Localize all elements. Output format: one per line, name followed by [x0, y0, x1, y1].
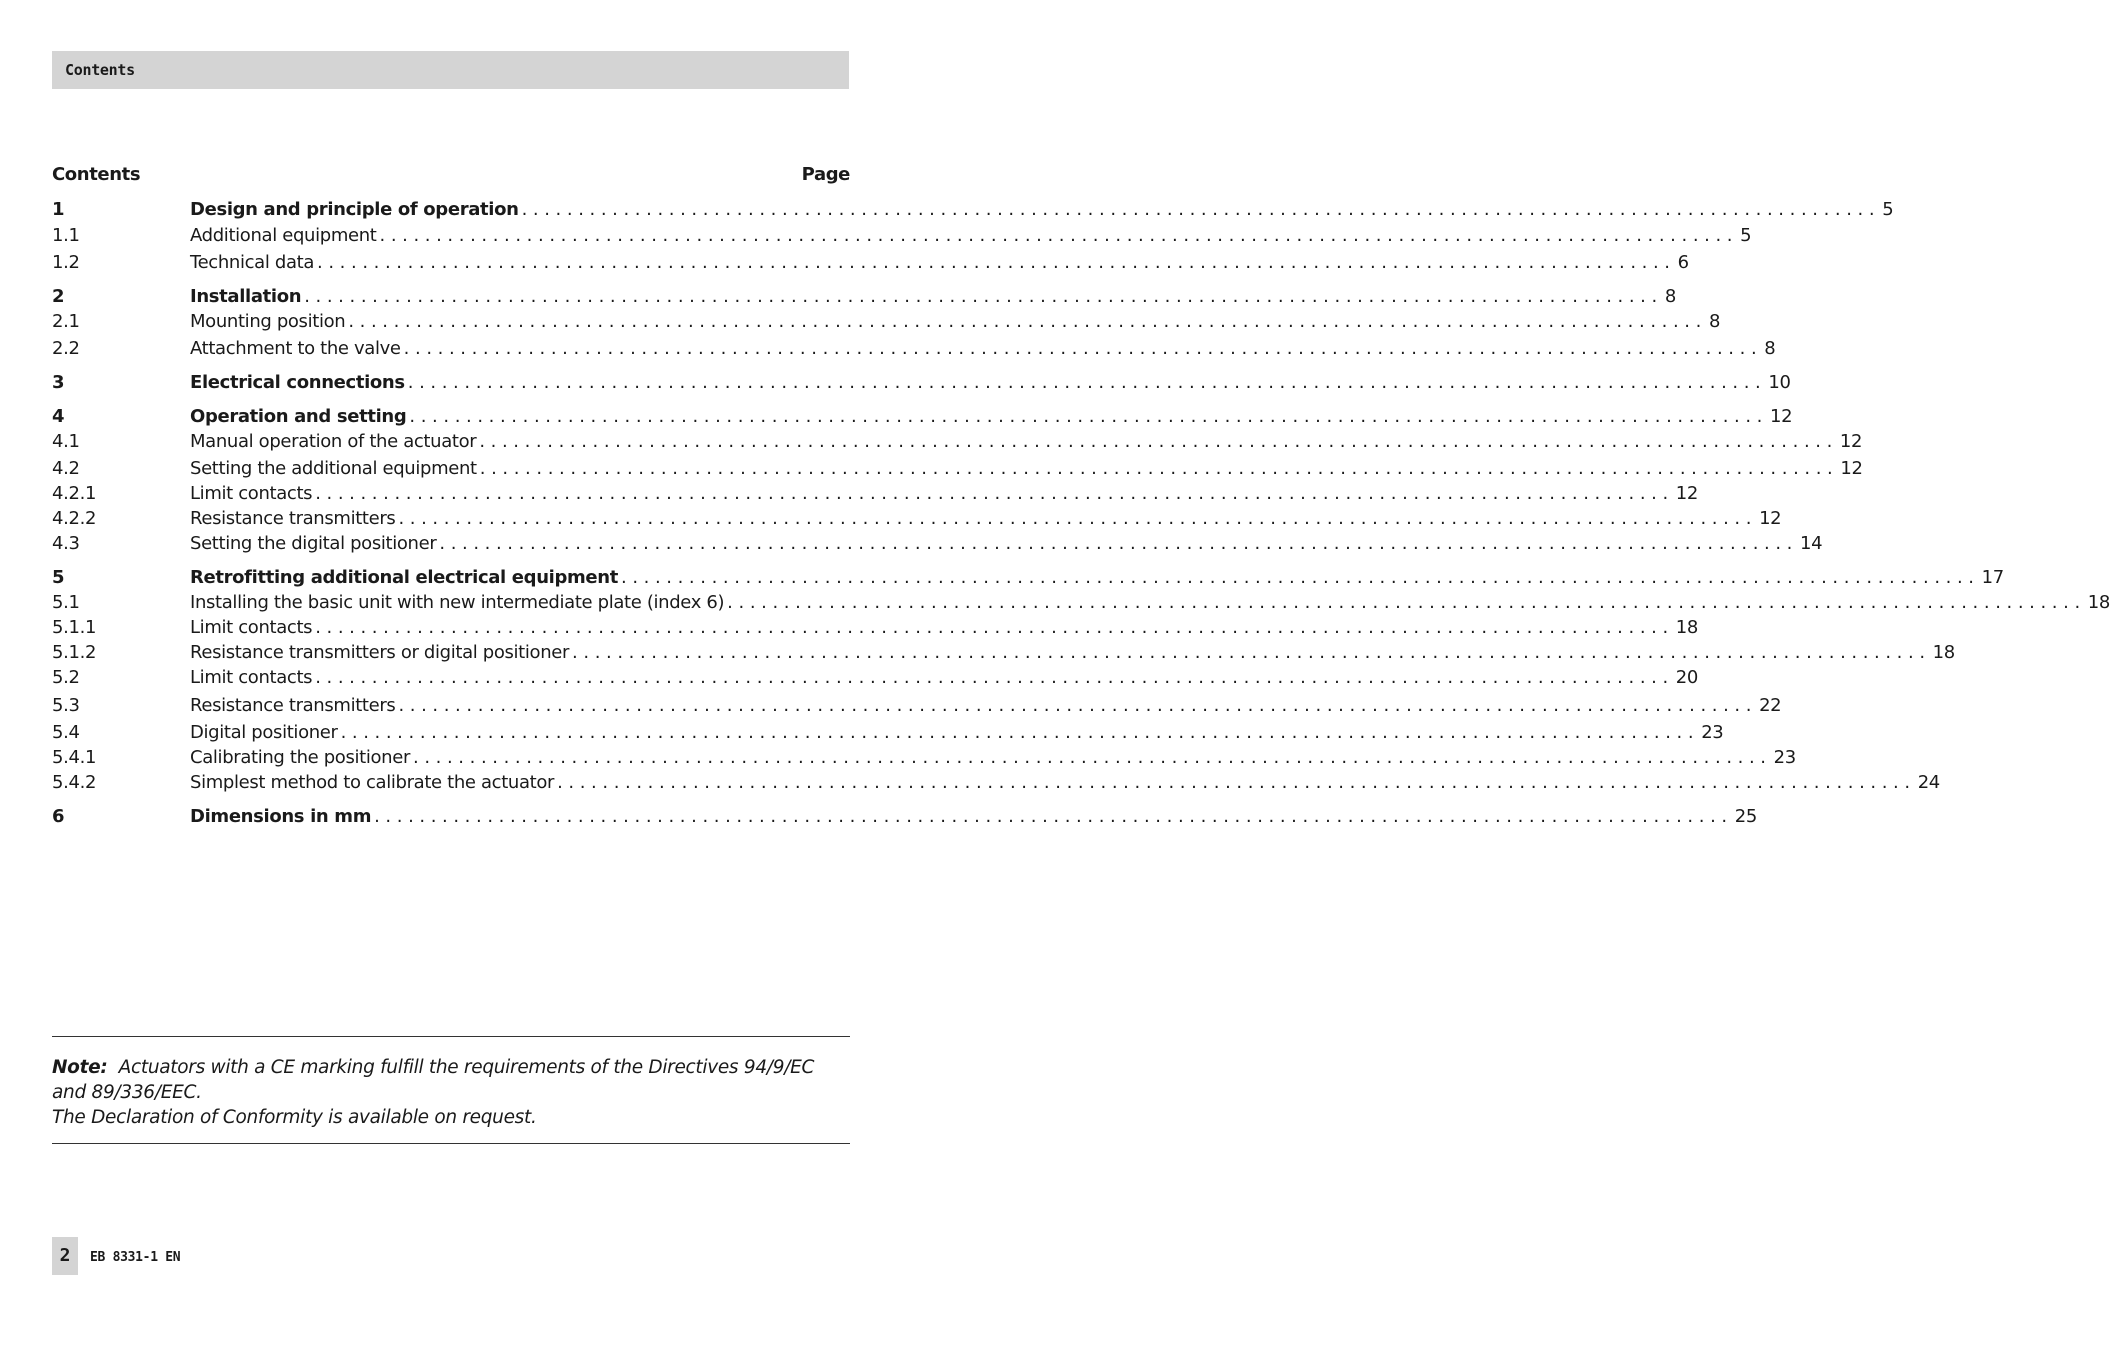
toc-entry-page: 25 — [1734, 806, 1757, 827]
toc-entry-title: Limit contacts — [190, 617, 313, 638]
toc-entry-title: Manual operation of the actuator — [190, 431, 477, 452]
toc-entry — [52, 430, 1863, 454]
note-text-2: The Declaration of Conformity is available on request. — [52, 1107, 537, 1128]
toc-heading-page: Page — [801, 164, 850, 185]
dot-leader: ........................................................................................................................ — [374, 806, 1733, 827]
toc-entry-page: 14 — [1799, 533, 1823, 554]
toc-entry-line — [190, 641, 1955, 665]
toc-entry — [52, 224, 1752, 248]
toc-heading-contents: Contents — [52, 164, 141, 185]
dot-leader: ........................................................................................................................ — [398, 508, 1758, 529]
dot-leader: ........................................................................................................................ — [304, 286, 1663, 307]
toc-entry — [52, 198, 1894, 222]
toc-entry-number: 4.3 — [52, 533, 80, 554]
dot-leader: ........................................................................................................................ — [413, 747, 1772, 768]
toc-entry — [52, 616, 1699, 640]
toc-entry-page: 24 — [1917, 772, 1940, 793]
toc-entry-title: Design and principle of operation — [190, 199, 519, 220]
toc-entry-number: 4 — [52, 406, 65, 427]
toc-entry-title: Additional equipment — [190, 225, 377, 246]
toc-entry-page: 12 — [1770, 406, 1793, 427]
toc-entry — [52, 457, 1863, 481]
toc-entry-number: 4.2.2 — [52, 508, 97, 529]
toc-entry-page: 12 — [1759, 508, 1782, 529]
toc-entry-title: Setting the additional equipment — [190, 458, 477, 479]
toc-entry-title: Resistance transmitters — [190, 695, 396, 716]
toc-entry-number: 5 — [52, 567, 65, 588]
document-code: EB 8331-1 EN — [90, 1250, 181, 1265]
toc-entry-title: Operation and setting — [190, 406, 407, 427]
toc-entry-line — [190, 251, 1689, 275]
note-text: Actuators with a CE marking fulfill the requirements of the Directives 94/9/EC and 89/336/EEC. — [52, 1057, 815, 1103]
toc-entry-number: 5.3 — [52, 695, 80, 716]
toc-entry-number: 3 — [52, 372, 65, 393]
dot-leader: ........................................................................................................................ — [479, 431, 1838, 452]
toc-entry-line — [190, 532, 1823, 556]
toc-entry — [52, 566, 2004, 590]
toc-entry-line — [190, 482, 1699, 506]
toc-entry-number: 6 — [52, 806, 65, 827]
toc-entry — [52, 666, 1699, 690]
toc-entry-line — [190, 721, 1724, 745]
toc-entry — [52, 285, 1676, 309]
toc-entry-page: 12 — [1675, 483, 1699, 504]
toc-entry-page: 17 — [1981, 567, 2004, 588]
toc-entry-line — [190, 285, 1676, 309]
toc-entry-number: 2.1 — [52, 311, 80, 332]
toc-entry-number: 1.2 — [52, 252, 80, 273]
toc-entry-page: 6 — [1677, 252, 1689, 273]
toc-entry-line — [190, 771, 1940, 795]
toc-entry-title: Setting the digital positioner — [190, 533, 437, 554]
dot-leader: ........................................................................................................................ — [407, 372, 1767, 393]
toc-entry — [52, 310, 1721, 334]
toc-entry-number: 5.1.2 — [52, 642, 97, 663]
toc-entry-line — [190, 746, 1796, 770]
toc-entry-title: Resistance transmitters or digital positioner — [190, 642, 570, 663]
toc-entry-line — [190, 591, 2110, 615]
toc-entry-line — [190, 666, 1699, 690]
dot-leader: ........................................................................................................................ — [379, 225, 1739, 246]
toc-entry-line — [190, 371, 1791, 395]
toc-entry-title: Calibrating the positioner — [190, 747, 411, 768]
toc-entry-line — [190, 224, 1752, 248]
toc-entry-number: 5.4.2 — [52, 772, 97, 793]
dot-leader: ........................................................................................................................ — [572, 642, 1931, 663]
toc-entry-page: 8 — [1664, 286, 1676, 307]
dot-leader: ........................................................................................................................ — [398, 695, 1758, 716]
toc-entry — [52, 532, 1823, 556]
toc-entry-title: Resistance transmitters — [190, 508, 396, 529]
toc-entry-line — [190, 405, 1793, 429]
note-bottom-rule — [52, 1143, 850, 1144]
toc-entry-page: 12 — [1839, 431, 1863, 452]
toc-entry-page: 5 — [1740, 225, 1752, 246]
toc-entry-page: 22 — [1759, 695, 1782, 716]
toc-entry — [52, 746, 1796, 770]
dot-leader: ........................................................................................................................ — [315, 483, 1674, 504]
toc-entry-number: 5.2 — [52, 667, 80, 688]
toc-entry-line — [190, 616, 1699, 640]
toc-entry-number: 5.1.1 — [52, 617, 97, 638]
header-bar — [52, 51, 849, 89]
toc-entry — [52, 337, 1776, 361]
toc-entry-line — [190, 566, 2004, 590]
toc-entry-number: 4.2 — [52, 458, 80, 479]
toc-entry — [52, 251, 1689, 275]
dot-leader: ........................................................................................................................ — [557, 772, 1916, 793]
toc-entry — [52, 371, 1791, 395]
toc-heading — [52, 164, 850, 190]
toc-entry — [52, 405, 1793, 429]
toc-entry — [52, 591, 2110, 615]
toc-entry — [52, 721, 1724, 745]
dot-leader: ........................................................................................................................ — [315, 667, 1674, 688]
dot-leader: ........................................................................................................................ — [479, 458, 1839, 479]
toc-entry-title: Simplest method to calibrate the actuator — [190, 772, 555, 793]
toc-entry-title: Limit contacts — [190, 483, 313, 504]
toc-entry-title: Mounting position — [190, 311, 346, 332]
toc-entry-page: 23 — [1701, 722, 1724, 743]
toc-entry — [52, 507, 1782, 531]
toc-entry — [52, 641, 1955, 665]
toc-entry-number: 5.4.1 — [52, 747, 97, 768]
toc-entry-page: 23 — [1773, 747, 1796, 768]
toc-entry-page: 8 — [1708, 311, 1721, 332]
toc-entry-line — [190, 507, 1782, 531]
toc-entry-number: 1.1 — [52, 225, 80, 246]
toc-entry-number: 4.2.1 — [52, 483, 97, 504]
toc-entry-title: Limit contacts — [190, 667, 313, 688]
toc-entry-page: 10 — [1768, 372, 1791, 393]
toc-entry — [52, 771, 1940, 795]
toc-entry-page: 8 — [1764, 338, 1776, 359]
page-number: 2 — [52, 1237, 78, 1275]
toc-entry-number: 4.1 — [52, 431, 80, 452]
toc-entry-line — [190, 198, 1894, 222]
toc-entry-page: 18 — [2087, 592, 2110, 613]
toc-entry-line — [190, 805, 1757, 829]
toc-entry-number: 5.1 — [52, 592, 80, 613]
toc-entry-line — [190, 337, 1776, 361]
toc-entry-title: Electrical connections — [190, 372, 405, 393]
toc-entry-line — [190, 310, 1721, 334]
dot-leader: ........................................................................................................................ — [403, 338, 1763, 359]
dot-leader: ........................................................................................................................ — [317, 252, 1676, 273]
header-title: Contents — [65, 61, 135, 79]
toc-entry-page: 5 — [1882, 199, 1894, 220]
note-label: Note: — [52, 1057, 108, 1078]
toc-entry-number: 2 — [52, 286, 65, 307]
toc-entry-title: Attachment to the valve — [190, 338, 401, 359]
toc-entry-title: Retrofitting additional electrical equipment — [190, 567, 618, 588]
toc-entry-line — [190, 694, 1782, 718]
note-top-rule — [52, 1036, 850, 1037]
toc-entry-title: Digital positioner — [190, 722, 338, 743]
toc-entry — [52, 482, 1699, 506]
toc-entry-title: Technical data — [190, 252, 315, 273]
toc-entry-page: 18 — [1932, 642, 1955, 663]
dot-leader: ........................................................................................................................ — [340, 722, 1700, 743]
toc-entry-page: 20 — [1675, 667, 1699, 688]
dot-leader: ........................................................................................................................ — [727, 592, 2086, 613]
dot-leader: ........................................................................................................................ — [621, 567, 1980, 588]
toc-entry-page: 18 — [1675, 617, 1699, 638]
dot-leader: ........................................................................................................................ — [315, 617, 1674, 638]
toc-entry — [52, 805, 1757, 829]
toc-entry-title: Installing the basic unit with new intermediate plate (index 6) — [190, 592, 725, 613]
toc-entry-title: Dimensions in mm — [190, 806, 372, 827]
dot-leader: ........................................................................................................................ — [521, 199, 1881, 220]
note-block — [52, 1055, 850, 1130]
toc-entry-page: 12 — [1840, 458, 1863, 479]
dot-leader: ........................................................................................................................ — [348, 311, 1707, 332]
toc-entry-line — [190, 457, 1863, 481]
toc-entry — [52, 694, 1782, 718]
toc-entry-line — [190, 430, 1863, 454]
toc-entry-number: 1 — [52, 199, 65, 220]
toc-entry-number: 2.2 — [52, 338, 80, 359]
dot-leader: ........................................................................................................................ — [439, 533, 1798, 554]
dot-leader: ........................................................................................................................ — [409, 406, 1769, 427]
toc-entry-title: Installation — [190, 286, 302, 307]
toc-entry-number: 5.4 — [52, 722, 80, 743]
